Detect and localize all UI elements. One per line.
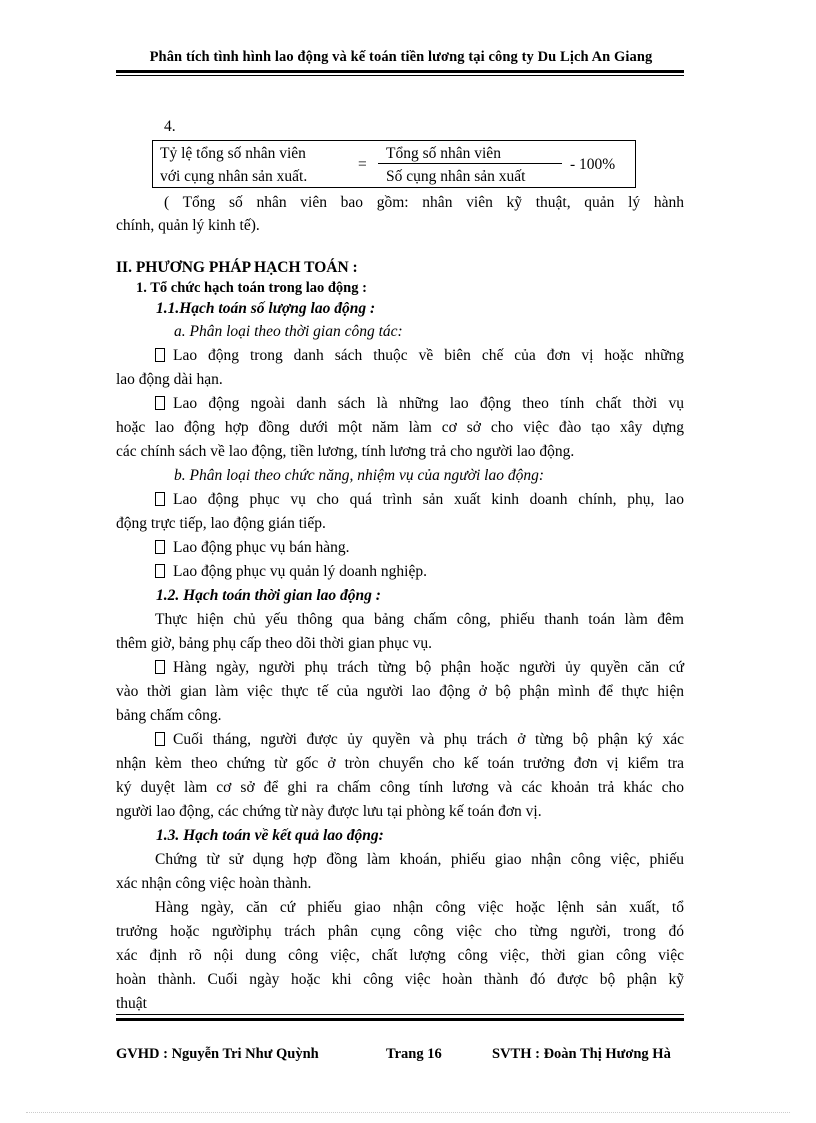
text-p13b-l1: Hàng ngày, căn cứ phiếu giao nhận công việc hoặc lệnh sản xuất, tổ [155, 899, 684, 916]
text-b1-l2: động trực tiếp, lao động gián tiếp. [116, 515, 326, 532]
text-a1-l2: lao động dài hạn. [116, 371, 223, 388]
text-a2-l2: hoặc lao động hợp đồng dưới một năm làm cơ sở cho việc đào tạo xây dựng [116, 419, 684, 436]
text-c1-l2: vào thời gian làm việc thực tế của người lao động ở bộ phận mình để thực hiện [116, 683, 684, 700]
bullet-b3: Lao động phục vụ quản lý doanh nghiệp. [155, 563, 427, 581]
note-line1: ( Tổng số nhân viên bao gồm: nhân viên kỹ thuật, quản lý hành [164, 194, 684, 211]
subheading-1-1: 1.1.Hạch toán số lượng lao động : [156, 300, 376, 317]
bullet-b1: Lao động phục vụ cho quá trình sản xuất kinh doanh chính, phụ, lao [155, 491, 684, 509]
page-header-title: Phân tích tình hình lao động và kế toán tiền lương tại công ty Du Lịch An Giang [149, 49, 653, 65]
bullet-icon [155, 396, 165, 410]
bullet-icon [155, 492, 165, 506]
text-c1-l3: bảng chấm công. [116, 707, 222, 724]
text-p13a-l1: Chứng từ sử dụng hợp đồng làm khoán, phiếu giao nhận công việc, phiếu [155, 851, 684, 868]
formula-left-line1: Tỷ lệ tổng số nhân viên [160, 145, 306, 162]
text-p13b-l5: thuật [116, 995, 147, 1012]
footer-gvhd: GVHD : Nguyễn Tri Như Quỳnh [116, 1046, 319, 1062]
fraction-bar [378, 163, 562, 164]
bullet-icon [155, 660, 165, 674]
text-p13b-l4: hoàn thành. Cuối ngày hoặc khi công việc hoàn thành đó được bộ phận kỹ [116, 971, 684, 988]
text-c2-l3: ký duyệt làm cơ sở để ghi ra chấm công tính lương và các khoản trả khác cho [116, 779, 684, 796]
text-p13b-l2: trưởng hoặc ngườiphụ trách phân cụng công việc cho từng người, trong đó [116, 923, 684, 940]
bullet-icon [155, 540, 165, 554]
header-rule-thin [116, 75, 684, 76]
bullet-icon [155, 732, 165, 746]
formula-equals: = [358, 156, 367, 173]
page-bottom-dotted-line [26, 1112, 790, 1113]
subheading-1-2: 1.2. Hạch toán thời gian lao động : [156, 587, 381, 604]
footer-page-number: Trang 16 [386, 1046, 442, 1062]
footer-svth: SVTH : Đoàn Thị Hương Hà [492, 1046, 671, 1062]
bullet-a2: Lao động ngoài danh sách là những lao động theo tính chất thời vụ [155, 395, 684, 413]
formula-times: - 100% [570, 156, 616, 173]
footer-rule-thick [116, 1018, 684, 1021]
text-p12-l2: thêm giờ, bảng phụ cấp theo dõi thời gian phục vụ. [116, 635, 433, 652]
bullet-a1: Lao động trong danh sách thuộc về biên chế của đơn vị hoặc những [155, 347, 684, 365]
bullet-c2: Cuối tháng, người được ủy quyền và phụ trách ở từng bộ phận ký xác [155, 731, 684, 749]
formula-numerator: Tổng số nhân viên [386, 145, 501, 162]
text-a2-l3: các chính sách về lao động, tiền lương, tính lương trả cho người lao động. [116, 443, 575, 460]
bullet-b2: Lao động phục vụ bán hàng. [155, 539, 350, 557]
subheading-b: b. Phân loại theo chức năng, nhiệm vụ của người lao động: [174, 467, 544, 484]
footer-rule-thin [116, 1014, 684, 1015]
subheading-1: 1. Tổ chức hạch toán trong lao động : [136, 280, 367, 296]
text-p12-l1: Thực hiện chủ yếu thông qua bảng chấm công, phiếu thanh toán làm đêm [155, 611, 684, 628]
formula-number: 4. [164, 118, 176, 135]
text-c2-l2: nhận kèm theo chứng từ gốc ở tròn chuyển cho kế toán trưởng đơn vị kiểm tra [116, 755, 684, 772]
text-p13a-l2: xác nhận công việc hoàn thành. [116, 875, 312, 892]
section-heading: II. PHƯƠNG PHÁP HẠCH TOÁN : [116, 259, 358, 276]
subheading-a: a. Phân loại theo thời gian công tác: [174, 323, 403, 340]
bullet-icon [155, 348, 165, 362]
formula-denominator: Số cụng nhân sản xuất [386, 168, 526, 185]
bullet-c1: Hàng ngày, người phụ trách từng bộ phận hoặc người ủy quyền căn cứ [155, 659, 684, 677]
note-line2: chính, quản lý kinh tế). [116, 217, 260, 234]
header-rule-thick [116, 70, 684, 73]
text-c2-l4: người lao động, các chứng từ này được lưu tại phòng kế toán đơn vị. [116, 803, 542, 820]
formula-left-line2: với cụng nhân sản xuất. [160, 168, 308, 185]
text-p13b-l3: xác định rõ nội dung công việc, chất lượng công việc, thời gian công việc [116, 947, 684, 964]
bullet-icon [155, 564, 165, 578]
subheading-1-3: 1.3. Hạch toán về kết quả lao động: [156, 827, 384, 844]
